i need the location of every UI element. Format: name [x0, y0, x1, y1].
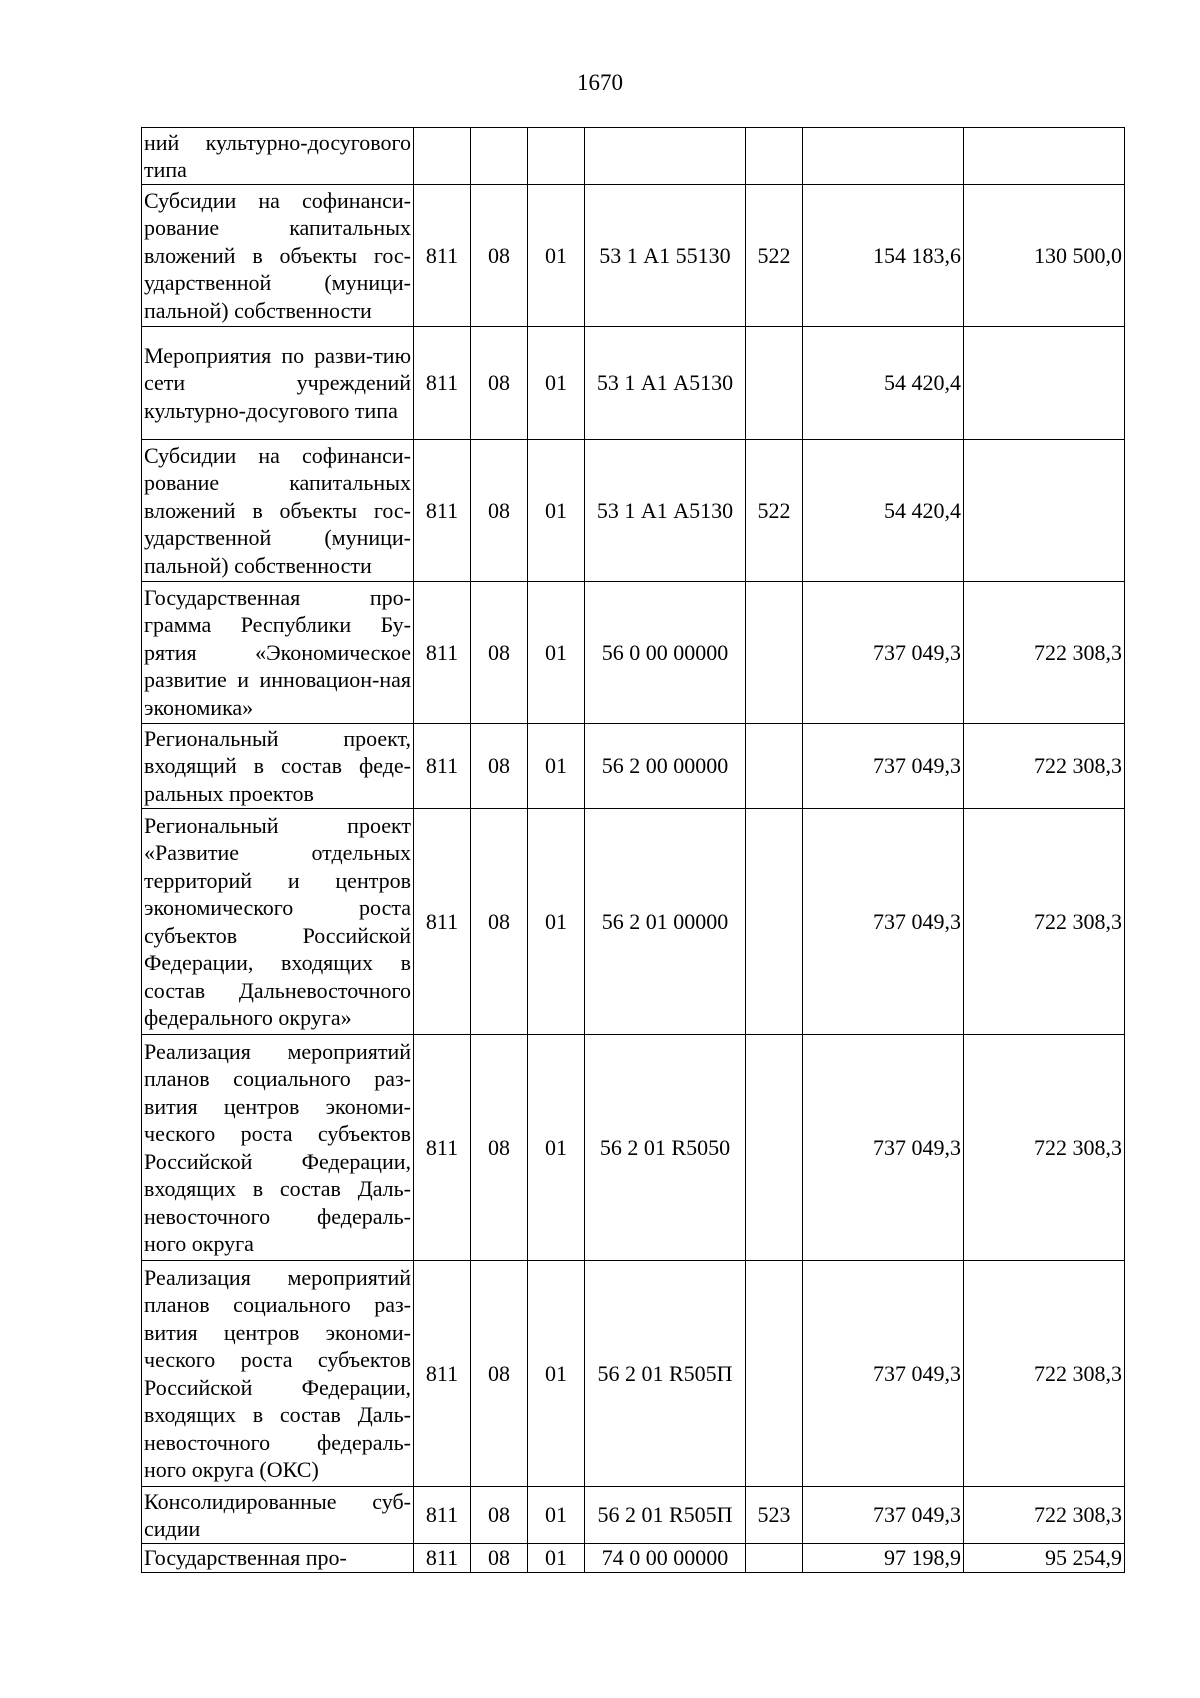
cell-gr: 811	[414, 809, 471, 1035]
cell-gr	[414, 128, 471, 185]
cell-pr: 01	[528, 327, 585, 440]
cell-year1: 97 198,9	[803, 1544, 964, 1573]
cell-cs: 56 2 01 R5050	[585, 1035, 746, 1261]
cell-year2	[964, 440, 1125, 582]
cell-year1: 737 049,3	[803, 1035, 964, 1261]
cell-vr	[746, 1035, 803, 1261]
row-name: Региональный проект, входящий в состав феде-ральных проектов	[142, 724, 414, 809]
cell-pr: 01	[528, 1544, 585, 1573]
cell-vr	[746, 724, 803, 809]
cell-pr	[528, 128, 585, 185]
cell-rz: 08	[471, 809, 528, 1035]
cell-year1: 737 049,3	[803, 1487, 964, 1544]
cell-rz: 08	[471, 327, 528, 440]
row-name: Субсидии на софинанси-рование капитальных вложений в объекты гос-ударственной (муници-пальной) собственности	[142, 185, 414, 327]
cell-year2: 722 308,3	[964, 724, 1125, 809]
table-row	[142, 1487, 1125, 1544]
row-name: Субсидии на софинанси-рование капитальных вложений в объекты гос-ударственной (муници-пальной) собственности	[142, 440, 414, 582]
table-row	[142, 440, 1125, 582]
cell-year1: 737 049,3	[803, 582, 964, 724]
cell-year1: 154 183,6	[803, 185, 964, 327]
cell-year2	[964, 327, 1125, 440]
table-row	[142, 1261, 1125, 1487]
cell-vr	[746, 327, 803, 440]
cell-rz: 08	[471, 440, 528, 582]
table-row	[142, 327, 1125, 440]
table-row	[142, 185, 1125, 327]
cell-rz	[471, 128, 528, 185]
cell-year1: 737 049,3	[803, 1261, 964, 1487]
cell-year2: 722 308,3	[964, 1487, 1125, 1544]
cell-year1	[803, 128, 964, 185]
cell-pr: 01	[528, 1487, 585, 1544]
cell-vr: 522	[746, 440, 803, 582]
table-row	[142, 128, 1125, 185]
table-row	[142, 809, 1125, 1035]
cell-gr: 811	[414, 1261, 471, 1487]
row-name: Консолидированные суб-сидии	[142, 1487, 414, 1544]
cell-cs: 74 0 00 00000	[585, 1544, 746, 1573]
cell-pr: 01	[528, 582, 585, 724]
cell-year1: 737 049,3	[803, 724, 964, 809]
cell-pr: 01	[528, 1261, 585, 1487]
cell-gr: 811	[414, 440, 471, 582]
cell-gr: 811	[414, 582, 471, 724]
row-name: Региональный проект «Развитие отдельных территорий и центров экономического роста субъектов Российской Федерации, входящих в состав Дальневосточного федерального округа»	[142, 809, 414, 1035]
budget-table	[141, 127, 1125, 1573]
cell-cs: 56 0 00 00000	[585, 582, 746, 724]
table-row	[142, 724, 1125, 809]
page-number: 1670	[577, 70, 623, 95]
cell-year1: 54 420,4	[803, 327, 964, 440]
cell-rz: 08	[471, 724, 528, 809]
row-name: Реализация мероприятий планов социального раз-вития центров экономи-ческого роста субъектов Российской Федерации, входящих в состав Даль-невосточного федераль-ного округа	[142, 1035, 414, 1261]
cell-year2: 722 308,3	[964, 1261, 1125, 1487]
cell-gr: 811	[414, 327, 471, 440]
row-name: Мероприятия по разви-тию сети учреждений культурно-досугового типа	[142, 327, 414, 440]
table-row	[142, 1035, 1125, 1261]
cell-cs: 53 1 А1 А5130	[585, 327, 746, 440]
cell-pr: 01	[528, 440, 585, 582]
cell-rz: 08	[471, 1487, 528, 1544]
cell-gr: 811	[414, 1487, 471, 1544]
cell-rz: 08	[471, 185, 528, 327]
cell-rz: 08	[471, 1035, 528, 1261]
table-row	[142, 1544, 1125, 1573]
cell-cs: 56 2 01 R505П	[585, 1261, 746, 1487]
cell-pr: 01	[528, 724, 585, 809]
table-row	[142, 582, 1125, 724]
row-name: Государственная про-грамма Республики Бу-рятия «Экономическое развитие и инновацион-ная экономика»	[142, 582, 414, 724]
cell-cs: 56 2 01 00000	[585, 809, 746, 1035]
cell-rz: 08	[471, 1544, 528, 1573]
cell-year2: 722 308,3	[964, 1035, 1125, 1261]
row-name: Реализация мероприятий планов социального раз-вития центров экономи-ческого роста субъектов Российской Федерации, входящих в состав Даль-невосточного федераль-ного округа (ОКС)	[142, 1261, 414, 1487]
cell-rz: 08	[471, 1261, 528, 1487]
cell-vr	[746, 1544, 803, 1573]
cell-cs: 53 1 А1 А5130	[585, 440, 746, 582]
cell-gr: 811	[414, 1035, 471, 1261]
cell-rz: 08	[471, 582, 528, 724]
cell-year2: 722 308,3	[964, 809, 1125, 1035]
row-name: ний культурно-досугового типа	[142, 128, 414, 185]
cell-cs	[585, 128, 746, 185]
cell-vr	[746, 128, 803, 185]
cell-vr: 522	[746, 185, 803, 327]
cell-pr: 01	[528, 185, 585, 327]
cell-vr	[746, 809, 803, 1035]
cell-pr: 01	[528, 1035, 585, 1261]
cell-year1: 737 049,3	[803, 809, 964, 1035]
cell-gr: 811	[414, 185, 471, 327]
cell-year2	[964, 128, 1125, 185]
cell-vr	[746, 582, 803, 724]
cell-year2: 95 254,9	[964, 1544, 1125, 1573]
cell-year2: 130 500,0	[964, 185, 1125, 327]
cell-year2: 722 308,3	[964, 582, 1125, 724]
cell-gr: 811	[414, 1544, 471, 1573]
cell-gr: 811	[414, 724, 471, 809]
cell-vr: 523	[746, 1487, 803, 1544]
cell-cs: 56 2 00 00000	[585, 724, 746, 809]
cell-vr	[746, 1261, 803, 1487]
cell-pr: 01	[528, 809, 585, 1035]
cell-cs: 56 2 01 R505П	[585, 1487, 746, 1544]
row-name: Государственная про-	[142, 1544, 414, 1573]
cell-cs: 53 1 А1 55130	[585, 185, 746, 327]
cell-year1: 54 420,4	[803, 440, 964, 582]
